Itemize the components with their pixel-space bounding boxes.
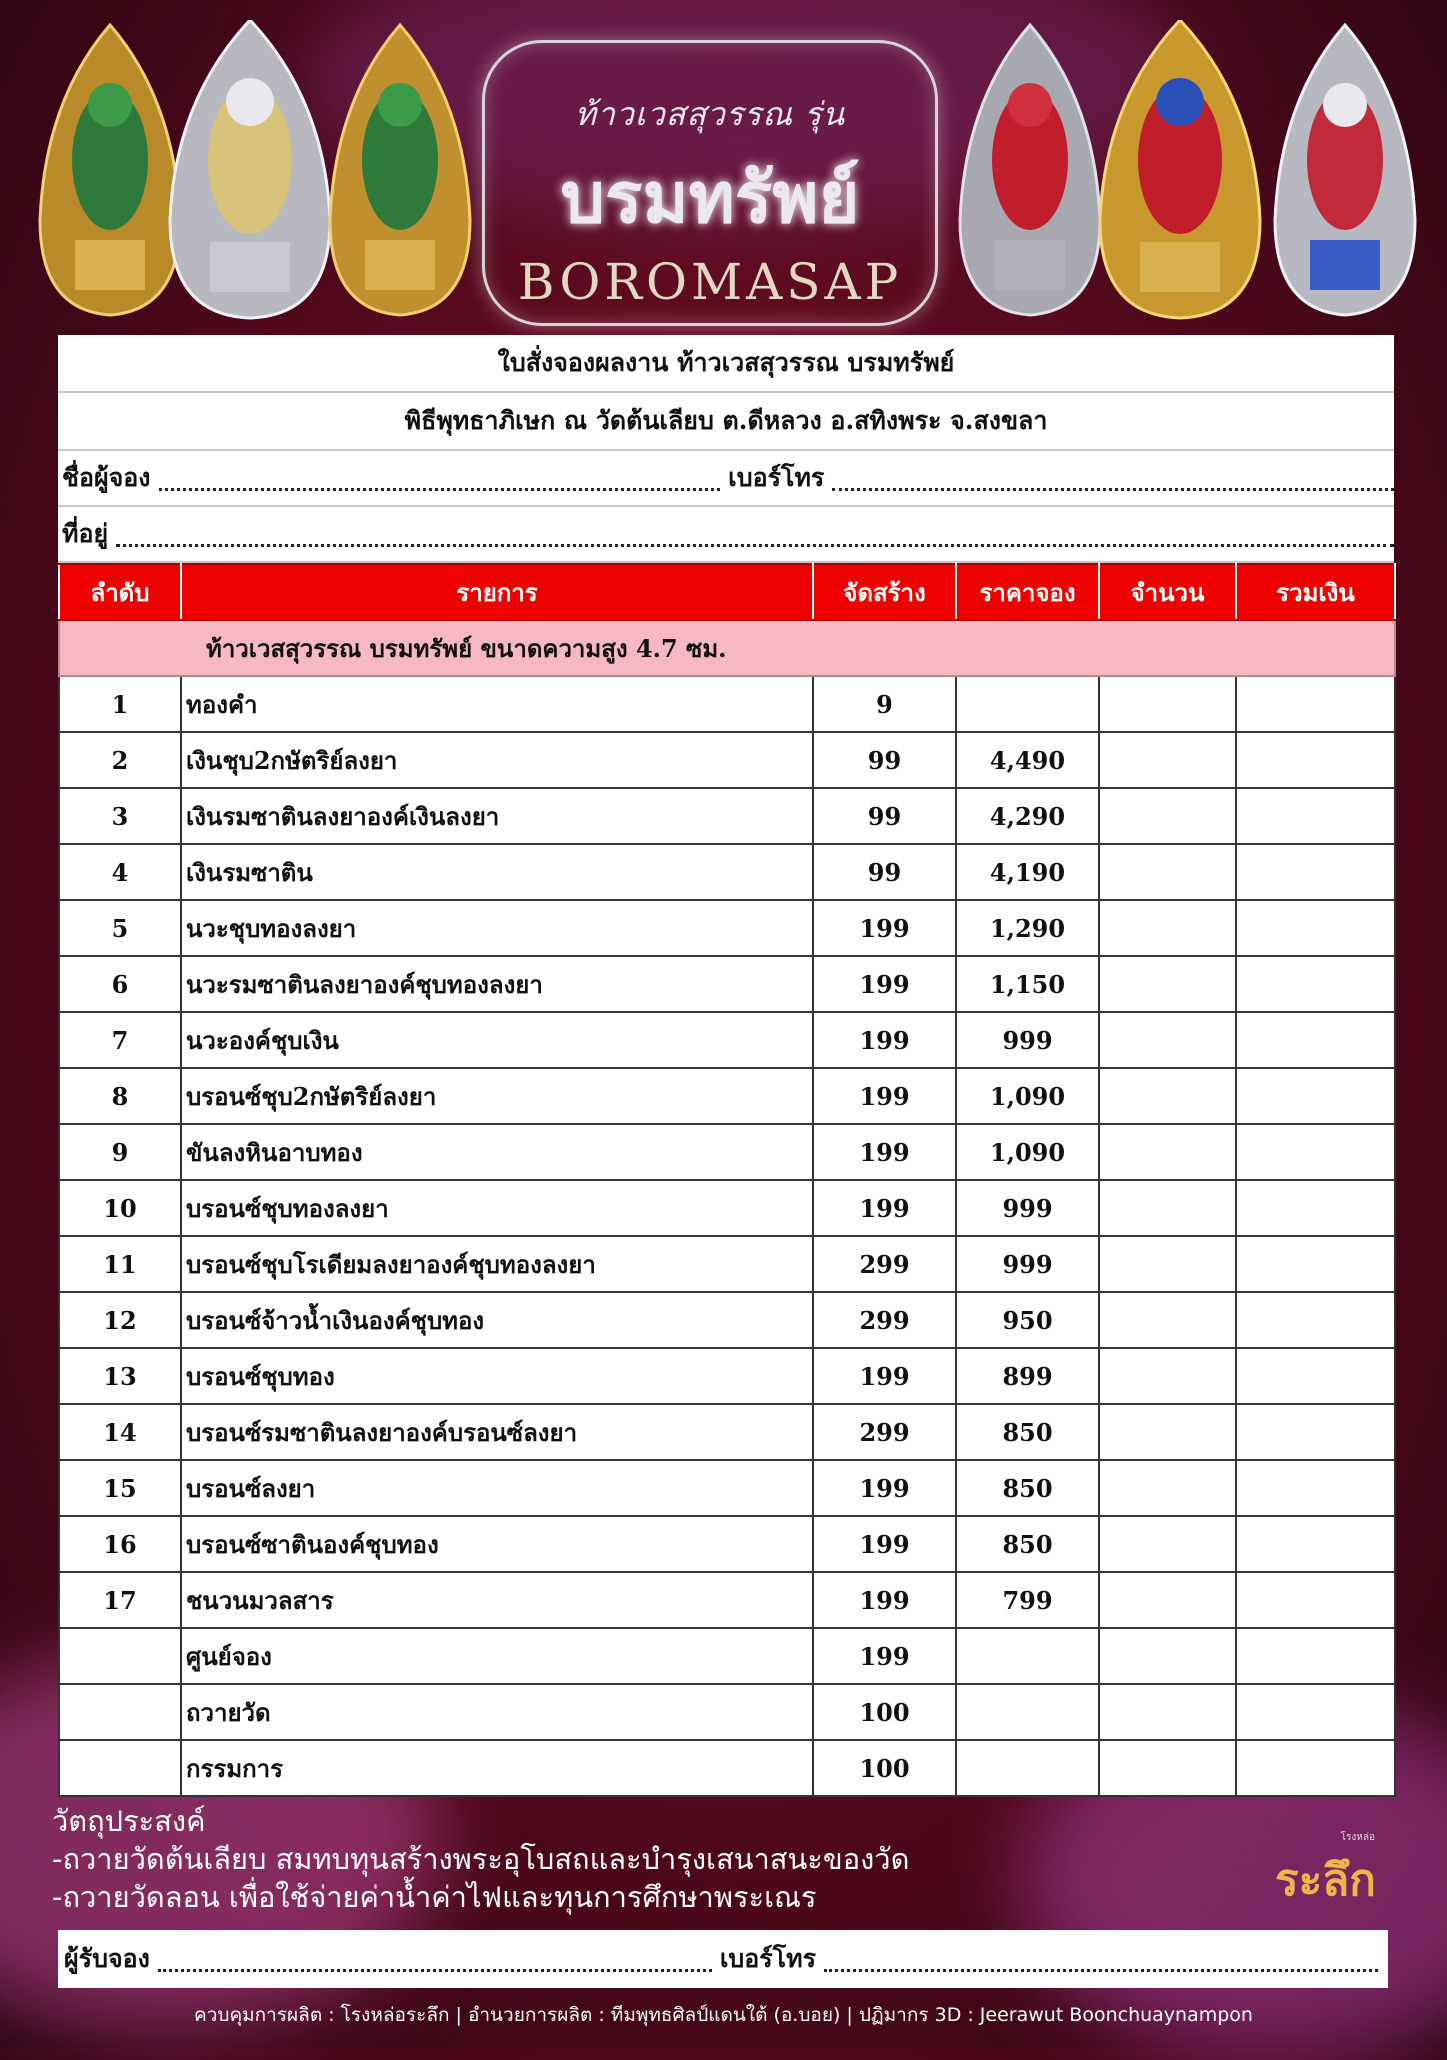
row-made-count: 299 <box>813 1236 956 1292</box>
order-form <box>58 335 1394 1797</box>
row-total-cell[interactable] <box>1236 788 1395 844</box>
row-number: 14 <box>59 1404 181 1460</box>
row-number: 2 <box>59 732 181 788</box>
address-field[interactable] <box>116 522 1394 547</box>
row-price: 1,090 <box>956 1124 1099 1180</box>
logo-title-english: BOROMASAP <box>517 253 903 311</box>
row-total-cell[interactable] <box>1236 1684 1395 1740</box>
table-header-row <box>59 564 1395 620</box>
row-total-cell[interactable] <box>1236 844 1395 900</box>
row-item: บรอนซ์ชุบทองลงยา <box>181 1180 813 1236</box>
purpose-line: -ถวายวัดลอน เพื่อใช้จ่ายค่าน้ำค่าไฟและทุนการศึกษาพระเณร <box>52 1880 817 1914</box>
row-total-cell[interactable] <box>1236 1740 1395 1796</box>
row-price <box>956 1628 1099 1684</box>
row-quantity-cell[interactable] <box>1099 956 1236 1012</box>
row-made-count: 299 <box>813 1292 956 1348</box>
row-number: 17 <box>59 1572 181 1628</box>
row-number <box>59 1628 181 1684</box>
row-total-cell[interactable] <box>1236 732 1395 788</box>
row-price: 1,090 <box>956 1068 1099 1124</box>
row-quantity-cell[interactable] <box>1099 1012 1236 1068</box>
row-quantity-cell[interactable] <box>1099 1236 1236 1292</box>
row-quantity-cell[interactable] <box>1099 1068 1236 1124</box>
row-quantity-cell[interactable] <box>1099 676 1236 732</box>
row-quantity-cell[interactable] <box>1099 1740 1236 1796</box>
row-made-count: 199 <box>813 1572 956 1628</box>
row-item: กรรมการ <box>181 1740 813 1796</box>
row-item: บรอนซ์ชุบโรเดียมลงยาองค์ชุบทองลงยา <box>181 1236 813 1292</box>
table-row <box>59 1236 1395 1292</box>
row-price: 850 <box>956 1460 1099 1516</box>
row-total-cell[interactable] <box>1236 1572 1395 1628</box>
row-item: บรอนซ์จ้าวน้ำเงินองค์ชุบทอง <box>181 1292 813 1348</box>
row-made-count: 100 <box>813 1740 956 1796</box>
row-made-count: 199 <box>813 1180 956 1236</box>
row-total-cell[interactable] <box>1236 1292 1395 1348</box>
row-total-cell[interactable] <box>1236 1124 1395 1180</box>
row-item: บรอนซ์ซาตินองค์ชุบทอง <box>181 1516 813 1572</box>
row-price: 1,150 <box>956 956 1099 1012</box>
row-made-count: 9 <box>813 676 956 732</box>
table-row <box>59 788 1395 844</box>
purpose-heading: วัตถุประสงค์ <box>52 1804 206 1838</box>
row-number: 1 <box>59 676 181 732</box>
form-title: ใบสั่งจองผลงาน ท้าวเวสสุวรรณ บรมทรัพย์ <box>58 335 1394 393</box>
table-group-row <box>59 620 1395 676</box>
row-quantity-cell[interactable] <box>1099 844 1236 900</box>
table-row <box>59 1348 1395 1404</box>
row-price: 999 <box>956 1180 1099 1236</box>
row-number: 11 <box>59 1236 181 1292</box>
row-price: 850 <box>956 1404 1099 1460</box>
table-row <box>59 1404 1395 1460</box>
row-price <box>956 1684 1099 1740</box>
row-number: 9 <box>59 1124 181 1180</box>
booker-name-field[interactable] <box>159 466 721 491</box>
row-price: 4,490 <box>956 732 1099 788</box>
row-item: ชนวนมวลสาร <box>181 1572 813 1628</box>
row-made-count: 199 <box>813 1124 956 1180</box>
row-number <box>59 1740 181 1796</box>
row-price: 4,290 <box>956 788 1099 844</box>
table-row <box>59 900 1395 956</box>
row-number: 6 <box>59 956 181 1012</box>
row-item: บรอนซ์ลงยา <box>181 1460 813 1516</box>
row-total-cell[interactable] <box>1236 1460 1395 1516</box>
row-quantity-cell[interactable] <box>1099 1404 1236 1460</box>
row-number: 4 <box>59 844 181 900</box>
row-total-cell[interactable] <box>1236 1068 1395 1124</box>
row-price <box>956 1740 1099 1796</box>
row-made-count: 299 <box>813 1404 956 1460</box>
column-header-item: รายการ <box>181 564 813 620</box>
row-price: 999 <box>956 1012 1099 1068</box>
table-row <box>59 1516 1395 1572</box>
row-quantity-cell[interactable] <box>1099 1516 1236 1572</box>
row-item: เงินชุบ2กษัตริย์ลงยา <box>181 732 813 788</box>
row-made-count: 199 <box>813 1460 956 1516</box>
row-number: 3 <box>59 788 181 844</box>
row-price: 999 <box>956 1236 1099 1292</box>
table-row <box>59 1180 1395 1236</box>
receiver-row <box>58 1930 1388 1988</box>
foundry-logo-small-text: โรงหล่อ <box>1340 1832 1375 1843</box>
group-label: ท้าวเวสสุวรรณ บรมทรัพย์ ขนาดความสูง 4.7 ซม. <box>59 620 1395 676</box>
receiver-name-field[interactable] <box>158 1947 712 1972</box>
row-item: นวะรมซาตินลงยาองค์ชุบทองลงยา <box>181 956 813 1012</box>
row-quantity-cell[interactable] <box>1099 900 1236 956</box>
row-price <box>956 676 1099 732</box>
row-quantity-cell[interactable] <box>1099 788 1236 844</box>
row-item: เงินรมซาติน <box>181 844 813 900</box>
row-price: 4,190 <box>956 844 1099 900</box>
table-row <box>59 844 1395 900</box>
row-made-count: 199 <box>813 1012 956 1068</box>
row-price: 850 <box>956 1516 1099 1572</box>
row-quantity-cell[interactable] <box>1099 1124 1236 1180</box>
column-header-price: ราคาจอง <box>956 564 1099 620</box>
table-row <box>59 1124 1395 1180</box>
table-row <box>59 1068 1395 1124</box>
statue-image-red-gold <box>1095 20 1265 320</box>
column-header-no: ลำดับ <box>59 564 181 620</box>
row-total-cell[interactable] <box>1236 1012 1395 1068</box>
row-item: นวะองค์ชุบเงิน <box>181 1012 813 1068</box>
table-row <box>59 732 1395 788</box>
row-made-count: 99 <box>813 844 956 900</box>
row-quantity-cell[interactable] <box>1099 1628 1236 1684</box>
row-quantity-cell[interactable] <box>1099 1292 1236 1348</box>
header-banner <box>0 0 1447 335</box>
table-row <box>59 956 1395 1012</box>
row-made-count: 100 <box>813 1684 956 1740</box>
table-row <box>59 1460 1395 1516</box>
row-total-cell[interactable] <box>1236 1348 1395 1404</box>
statue-image-green <box>35 20 185 320</box>
row-number: 5 <box>59 900 181 956</box>
row-number: 7 <box>59 1012 181 1068</box>
row-made-count: 199 <box>813 1516 956 1572</box>
booker-name-label: ชื่อผู้จอง <box>62 463 151 492</box>
row-made-count: 99 <box>813 732 956 788</box>
booker-phone-field[interactable] <box>832 466 1394 491</box>
statue-image-green <box>325 20 475 320</box>
table-row <box>59 1628 1395 1684</box>
column-header-total: รวมเงิน <box>1236 564 1395 620</box>
logo-subtitle: ท้าวเวสสุวรรณ รุ่น <box>574 95 846 133</box>
purpose-section <box>52 1802 1252 1916</box>
row-made-count: 199 <box>813 900 956 956</box>
column-header-quantity: จำนวน <box>1099 564 1236 620</box>
row-made-count: 199 <box>813 1068 956 1124</box>
row-quantity-cell[interactable] <box>1099 1460 1236 1516</box>
row-total-cell[interactable] <box>1236 900 1395 956</box>
booker-phone-label: เบอร์โทร <box>728 463 825 492</box>
row-item: ทองคำ <box>181 676 813 732</box>
row-price: 799 <box>956 1572 1099 1628</box>
row-made-count: 99 <box>813 788 956 844</box>
foundry-logo <box>1275 1830 1375 1910</box>
statue-image-silver-blue <box>1270 20 1420 320</box>
table-row <box>59 1012 1395 1068</box>
row-number: 15 <box>59 1460 181 1516</box>
row-item: เงินรมซาตินลงยาองค์เงินลงยา <box>181 788 813 844</box>
table-row <box>59 1740 1395 1796</box>
row-total-cell[interactable] <box>1236 676 1395 732</box>
row-quantity-cell[interactable] <box>1099 1572 1236 1628</box>
table-row <box>59 1292 1395 1348</box>
foundry-logo-name: ระลึก <box>1275 1855 1376 1906</box>
row-item: ศูนย์จอง <box>181 1628 813 1684</box>
table-row <box>59 1572 1395 1628</box>
address-label: ที่อยู่ <box>62 519 109 548</box>
order-table <box>58 563 1396 1797</box>
row-item: บรอนซ์รมซาตินลงยาองค์บรอนซ์ลงยา <box>181 1404 813 1460</box>
row-number <box>59 1684 181 1740</box>
boromasap-logo <box>482 40 938 326</box>
row-number: 13 <box>59 1348 181 1404</box>
table-row <box>59 1684 1395 1740</box>
column-header-made: จัดสร้าง <box>813 564 956 620</box>
statue-image-red <box>955 20 1105 320</box>
address-row <box>58 507 1394 563</box>
row-total-cell[interactable] <box>1236 1236 1395 1292</box>
row-made-count: 199 <box>813 956 956 1012</box>
row-total-cell[interactable] <box>1236 956 1395 1012</box>
statue-image-silver <box>165 20 335 320</box>
row-total-cell[interactable] <box>1236 1516 1395 1572</box>
row-price: 899 <box>956 1348 1099 1404</box>
booker-name-row <box>58 451 1394 507</box>
table-row <box>59 676 1395 732</box>
row-item: ขันลงหินอาบทอง <box>181 1124 813 1180</box>
row-number: 12 <box>59 1292 181 1348</box>
row-item: ถวายวัด <box>181 1684 813 1740</box>
row-quantity-cell[interactable] <box>1099 732 1236 788</box>
row-quantity-cell[interactable] <box>1099 1180 1236 1236</box>
row-total-cell[interactable] <box>1236 1404 1395 1460</box>
row-number: 8 <box>59 1068 181 1124</box>
row-item: บรอนซ์ชุบทอง <box>181 1348 813 1404</box>
row-price: 950 <box>956 1292 1099 1348</box>
row-price: 1,290 <box>956 900 1099 956</box>
logo-title-thai: บรมทรัพย์ <box>560 157 860 239</box>
row-number: 16 <box>59 1516 181 1572</box>
credits-footer: ควบคุมการผลิต : โรงหล่อระลึก | อำนวยการผลิต : ทีมพุทธศิลป์แดนใต้ (อ.บอย) | ปฏิมากร 3D : Jeerawut Boonchuaynampon <box>194 2004 1253 2026</box>
receiver-label: ผู้รับจอง <box>64 1944 150 1973</box>
row-item: นวะชุบทองลงยา <box>181 900 813 956</box>
row-quantity-cell[interactable] <box>1099 1684 1236 1740</box>
receiver-phone-field[interactable] <box>824 1947 1378 1972</box>
row-quantity-cell[interactable] <box>1099 1348 1236 1404</box>
row-total-cell[interactable] <box>1236 1180 1395 1236</box>
row-made-count: 199 <box>813 1348 956 1404</box>
row-made-count: 199 <box>813 1628 956 1684</box>
row-total-cell[interactable] <box>1236 1628 1395 1684</box>
ceremony-info: พิธีพุทธาภิเษก ณ วัดต้นเลียบ ต.ดีหลวง อ.สทิงพระ จ.สงขลา <box>58 393 1394 451</box>
receiver-phone-label: เบอร์โทร <box>719 1944 817 1973</box>
row-item: บรอนซ์ชุบ2กษัตริย์ลงยา <box>181 1068 813 1124</box>
row-number: 10 <box>59 1180 181 1236</box>
purpose-line: -ถวายวัดต้นเลียบ สมทบทุนสร้างพระอุโบสถและบำรุงเสนาสนะของวัด <box>52 1842 910 1876</box>
